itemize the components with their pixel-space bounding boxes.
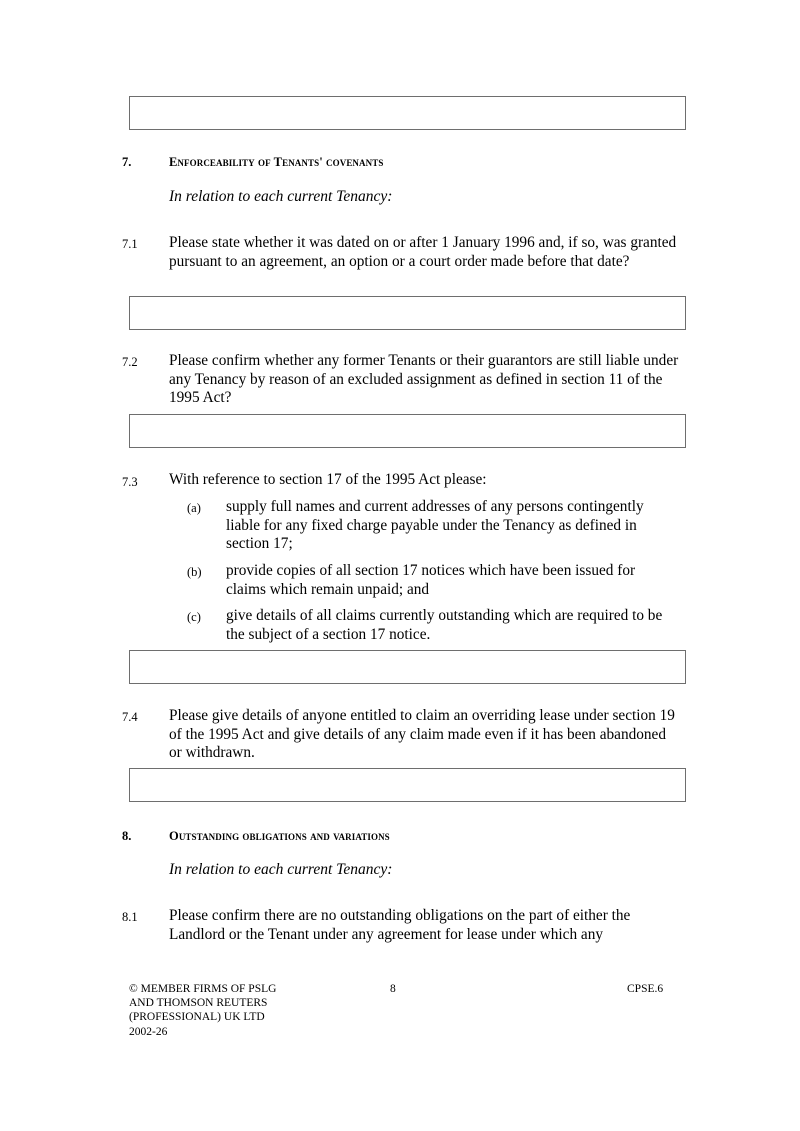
answer-box-previous[interactable] [129,96,686,130]
question-7-3-b-label: (b) [187,565,202,579]
footer-copyright-line-4: 2002-26 [129,1025,168,1038]
question-7-4-text: Please give details of anyone entitled to claim an overriding lease under section 19 of the 1995 Act and give details of any claim made even if it has been abandoned or withdrawn. [169,707,675,761]
question-7-3-a-label: (a) [187,501,201,515]
question-7-3-b-text: provide copies of all section 17 notices which have been issued for claims which remain unpaid; and [226,562,636,598]
section-7-number: 7. [122,155,132,169]
footer-copyright [129,982,276,1039]
question-8-1-text: Please confirm there are no outstanding obligations on the part of either the Landlord or the Tenant under any agreement for lease under which any [169,907,631,943]
section-7-intro: In relation to each current Tenancy: [169,188,393,205]
question-7-2-number: 7.2 [122,355,138,369]
question-7-4-number: 7.4 [122,710,138,724]
question-7-3-c-label: (c) [187,610,201,624]
section-8-intro: In relation to each current Tenancy: [169,861,393,878]
question-7-3-number: 7.3 [122,475,138,489]
answer-box-7-4[interactable] [129,768,686,802]
section-8-title: Outstanding obligations and variations [169,829,390,843]
footer-page-number: 8 [390,983,396,995]
section-7-title: Enforceability of Tenants' covenants [169,155,384,169]
answer-box-7-2[interactable] [129,414,686,448]
question-7-3-text: With reference to section 17 of the 1995 Act please: [169,471,487,488]
answer-box-7-3[interactable] [129,650,686,684]
question-7-3-a-text: supply full names and current addresses of any persons contingently liable for any fixed charge payable under the Tenancy as defined in section 17; [226,498,644,552]
footer-copyright-line-2: AND THOMSON REUTERS [129,997,268,1010]
answer-box-7-1[interactable] [129,296,686,330]
question-7-1-number: 7.1 [122,237,138,251]
section-8-number: 8. [122,829,132,843]
question-7-3-c-text: give details of all claims currently outstanding which are required to be the subject of a section 17 notice. [226,607,663,643]
footer-copyright-line-3: (PROFESSIONAL) UK LTD [129,1011,265,1024]
footer-copyright-line-1: © MEMBER FIRMS OF PSLG [129,983,277,995]
question-7-1-text: Please state whether it was dated on or after 1 January 1996 and, if so, was granted pursuant to an agreement, an option or a court order made before that date? [169,234,677,270]
question-7-2-text: Please confirm whether any former Tenants or their guarantors are still liable under any Tenancy by reason of an excluded assignment as defined in section 11 of the 1995 Act? [169,352,679,406]
question-8-1-number: 8.1 [122,910,138,924]
footer-doc-code: CPSE.6 [627,983,664,995]
